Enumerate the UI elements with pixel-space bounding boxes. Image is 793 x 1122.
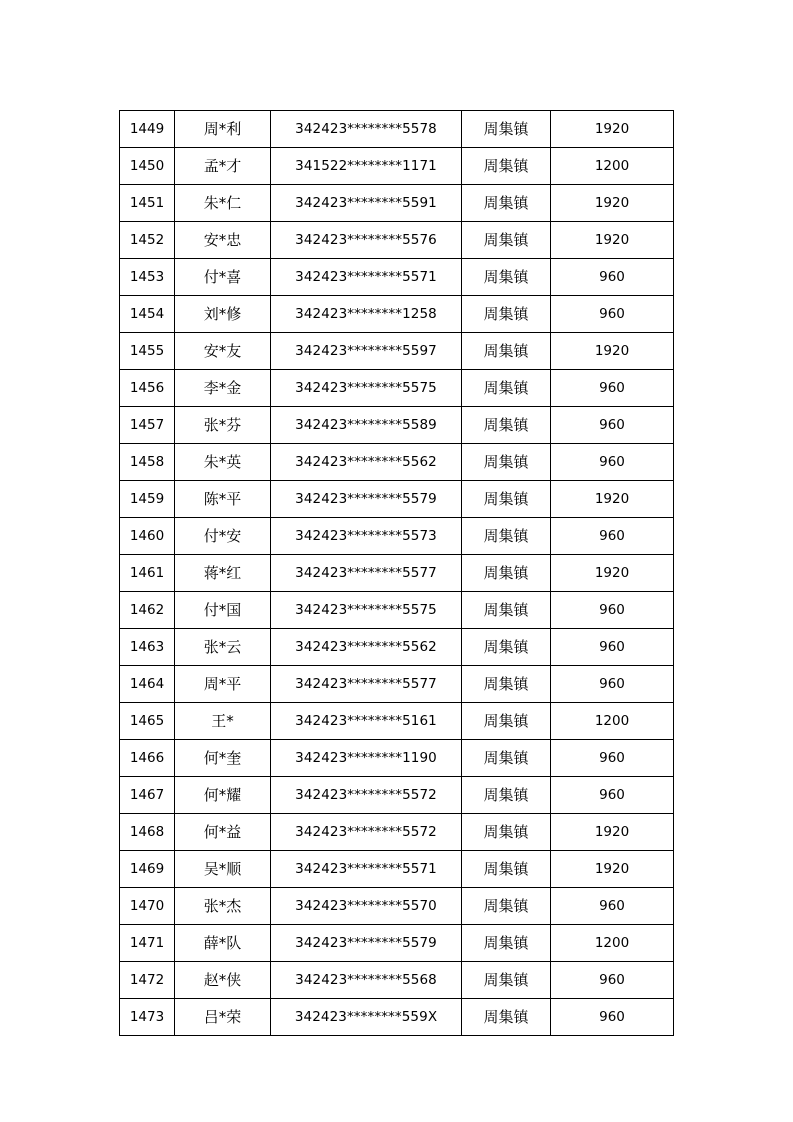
table-row <box>120 666 674 703</box>
row-number-cell: 1451 <box>120 185 175 222</box>
name-cell: 安*友 <box>175 333 271 370</box>
table-row <box>120 444 674 481</box>
id-number-cell: 342423********5577 <box>271 555 462 592</box>
id-number-cell: 342423********5579 <box>271 925 462 962</box>
table-row <box>120 851 674 888</box>
table-row <box>120 962 674 999</box>
row-number-cell: 1452 <box>120 222 175 259</box>
id-number-cell: 342423********5571 <box>271 851 462 888</box>
id-number-cell: 342423********1190 <box>271 740 462 777</box>
row-number-cell: 1471 <box>120 925 175 962</box>
town-cell: 周集镇 <box>462 370 551 407</box>
amount-cell: 1200 <box>551 703 674 740</box>
town-cell: 周集镇 <box>462 629 551 666</box>
table-row <box>120 777 674 814</box>
table-row <box>120 925 674 962</box>
id-number-cell: 342423********5589 <box>271 407 462 444</box>
amount-cell: 1920 <box>551 222 674 259</box>
row-number-cell: 1470 <box>120 888 175 925</box>
name-cell: 蒋*红 <box>175 555 271 592</box>
town-cell: 周集镇 <box>462 148 551 185</box>
amount-cell: 1200 <box>551 148 674 185</box>
id-number-cell: 342423********5572 <box>271 814 462 851</box>
id-number-cell: 342423********5572 <box>271 777 462 814</box>
row-number-cell: 1472 <box>120 962 175 999</box>
name-cell: 何*奎 <box>175 740 271 777</box>
town-cell: 周集镇 <box>462 888 551 925</box>
town-cell: 周集镇 <box>462 814 551 851</box>
row-number-cell: 1455 <box>120 333 175 370</box>
row-number-cell: 1458 <box>120 444 175 481</box>
town-cell: 周集镇 <box>462 185 551 222</box>
name-cell: 孟*才 <box>175 148 271 185</box>
row-number-cell: 1467 <box>120 777 175 814</box>
name-cell: 陈*平 <box>175 481 271 518</box>
amount-cell: 960 <box>551 370 674 407</box>
id-number-cell: 341522********1171 <box>271 148 462 185</box>
name-cell: 薛*队 <box>175 925 271 962</box>
amount-cell: 960 <box>551 592 674 629</box>
id-number-cell: 342423********5571 <box>271 259 462 296</box>
town-cell: 周集镇 <box>462 740 551 777</box>
row-number-cell: 1463 <box>120 629 175 666</box>
roster-table-body <box>120 111 674 1036</box>
table-row <box>120 185 674 222</box>
name-cell: 张*芬 <box>175 407 271 444</box>
name-cell: 刘*修 <box>175 296 271 333</box>
id-number-cell: 342423********5568 <box>271 962 462 999</box>
town-cell: 周集镇 <box>462 296 551 333</box>
row-number-cell: 1460 <box>120 518 175 555</box>
name-cell: 李*金 <box>175 370 271 407</box>
id-number-cell: 342423********5579 <box>271 481 462 518</box>
row-number-cell: 1469 <box>120 851 175 888</box>
amount-cell: 960 <box>551 259 674 296</box>
name-cell: 赵*侠 <box>175 962 271 999</box>
town-cell: 周集镇 <box>462 444 551 481</box>
amount-cell: 960 <box>551 777 674 814</box>
amount-cell: 1920 <box>551 111 674 148</box>
amount-cell: 1920 <box>551 333 674 370</box>
id-number-cell: 342423********5570 <box>271 888 462 925</box>
town-cell: 周集镇 <box>462 666 551 703</box>
id-number-cell: 342423********5573 <box>271 518 462 555</box>
id-number-cell: 342423********5578 <box>271 111 462 148</box>
town-cell: 周集镇 <box>462 333 551 370</box>
row-number-cell: 1465 <box>120 703 175 740</box>
town-cell: 周集镇 <box>462 703 551 740</box>
table-row <box>120 888 674 925</box>
town-cell: 周集镇 <box>462 259 551 296</box>
table-row <box>120 555 674 592</box>
row-number-cell: 1457 <box>120 407 175 444</box>
name-cell: 何*益 <box>175 814 271 851</box>
town-cell: 周集镇 <box>462 222 551 259</box>
table-row <box>120 518 674 555</box>
row-number-cell: 1466 <box>120 740 175 777</box>
row-number-cell: 1473 <box>120 999 175 1036</box>
id-number-cell: 342423********5562 <box>271 444 462 481</box>
id-number-cell: 342423********5597 <box>271 333 462 370</box>
row-number-cell: 1462 <box>120 592 175 629</box>
town-cell: 周集镇 <box>462 111 551 148</box>
town-cell: 周集镇 <box>462 851 551 888</box>
amount-cell: 1920 <box>551 481 674 518</box>
amount-cell: 1920 <box>551 851 674 888</box>
roster-table <box>119 110 674 1036</box>
row-number-cell: 1461 <box>120 555 175 592</box>
name-cell: 吕*荣 <box>175 999 271 1036</box>
row-number-cell: 1468 <box>120 814 175 851</box>
name-cell: 付*喜 <box>175 259 271 296</box>
table-row <box>120 814 674 851</box>
amount-cell: 1920 <box>551 814 674 851</box>
town-cell: 周集镇 <box>462 925 551 962</box>
amount-cell: 960 <box>551 518 674 555</box>
name-cell: 付*安 <box>175 518 271 555</box>
id-number-cell: 342423********5575 <box>271 592 462 629</box>
town-cell: 周集镇 <box>462 518 551 555</box>
id-number-cell: 342423********5577 <box>271 666 462 703</box>
table-row <box>120 370 674 407</box>
row-number-cell: 1459 <box>120 481 175 518</box>
table-row <box>120 222 674 259</box>
row-number-cell: 1453 <box>120 259 175 296</box>
table-row <box>120 148 674 185</box>
table-row <box>120 333 674 370</box>
table-row <box>120 296 674 333</box>
town-cell: 周集镇 <box>462 407 551 444</box>
name-cell: 王* <box>175 703 271 740</box>
name-cell: 吴*顺 <box>175 851 271 888</box>
amount-cell: 960 <box>551 296 674 333</box>
id-number-cell: 342423********1258 <box>271 296 462 333</box>
amount-cell: 960 <box>551 444 674 481</box>
table-row <box>120 629 674 666</box>
table-row <box>120 259 674 296</box>
name-cell: 何*耀 <box>175 777 271 814</box>
amount-cell: 960 <box>551 962 674 999</box>
town-cell: 周集镇 <box>462 962 551 999</box>
town-cell: 周集镇 <box>462 555 551 592</box>
id-number-cell: 342423********5591 <box>271 185 462 222</box>
row-number-cell: 1464 <box>120 666 175 703</box>
amount-cell: 960 <box>551 629 674 666</box>
table-row <box>120 111 674 148</box>
town-cell: 周集镇 <box>462 777 551 814</box>
amount-cell: 960 <box>551 888 674 925</box>
amount-cell: 1200 <box>551 925 674 962</box>
table-row <box>120 740 674 777</box>
name-cell: 周*平 <box>175 666 271 703</box>
row-number-cell: 1454 <box>120 296 175 333</box>
id-number-cell: 342423********5576 <box>271 222 462 259</box>
name-cell: 周*利 <box>175 111 271 148</box>
name-cell: 张*杰 <box>175 888 271 925</box>
table-row <box>120 407 674 444</box>
name-cell: 安*忠 <box>175 222 271 259</box>
town-cell: 周集镇 <box>462 481 551 518</box>
name-cell: 朱*英 <box>175 444 271 481</box>
amount-cell: 1920 <box>551 555 674 592</box>
town-cell: 周集镇 <box>462 592 551 629</box>
table-row <box>120 703 674 740</box>
row-number-cell: 1449 <box>120 111 175 148</box>
name-cell: 朱*仁 <box>175 185 271 222</box>
id-number-cell: 342423********5161 <box>271 703 462 740</box>
table-row <box>120 481 674 518</box>
row-number-cell: 1450 <box>120 148 175 185</box>
amount-cell: 960 <box>551 740 674 777</box>
table-row <box>120 999 674 1036</box>
name-cell: 张*云 <box>175 629 271 666</box>
row-number-cell: 1456 <box>120 370 175 407</box>
amount-cell: 960 <box>551 999 674 1036</box>
id-number-cell: 342423********5562 <box>271 629 462 666</box>
amount-cell: 960 <box>551 666 674 703</box>
name-cell: 付*国 <box>175 592 271 629</box>
table-row <box>120 592 674 629</box>
town-cell: 周集镇 <box>462 999 551 1036</box>
amount-cell: 960 <box>551 407 674 444</box>
id-number-cell: 342423********5575 <box>271 370 462 407</box>
id-number-cell: 342423********559X <box>271 999 462 1036</box>
amount-cell: 1920 <box>551 185 674 222</box>
